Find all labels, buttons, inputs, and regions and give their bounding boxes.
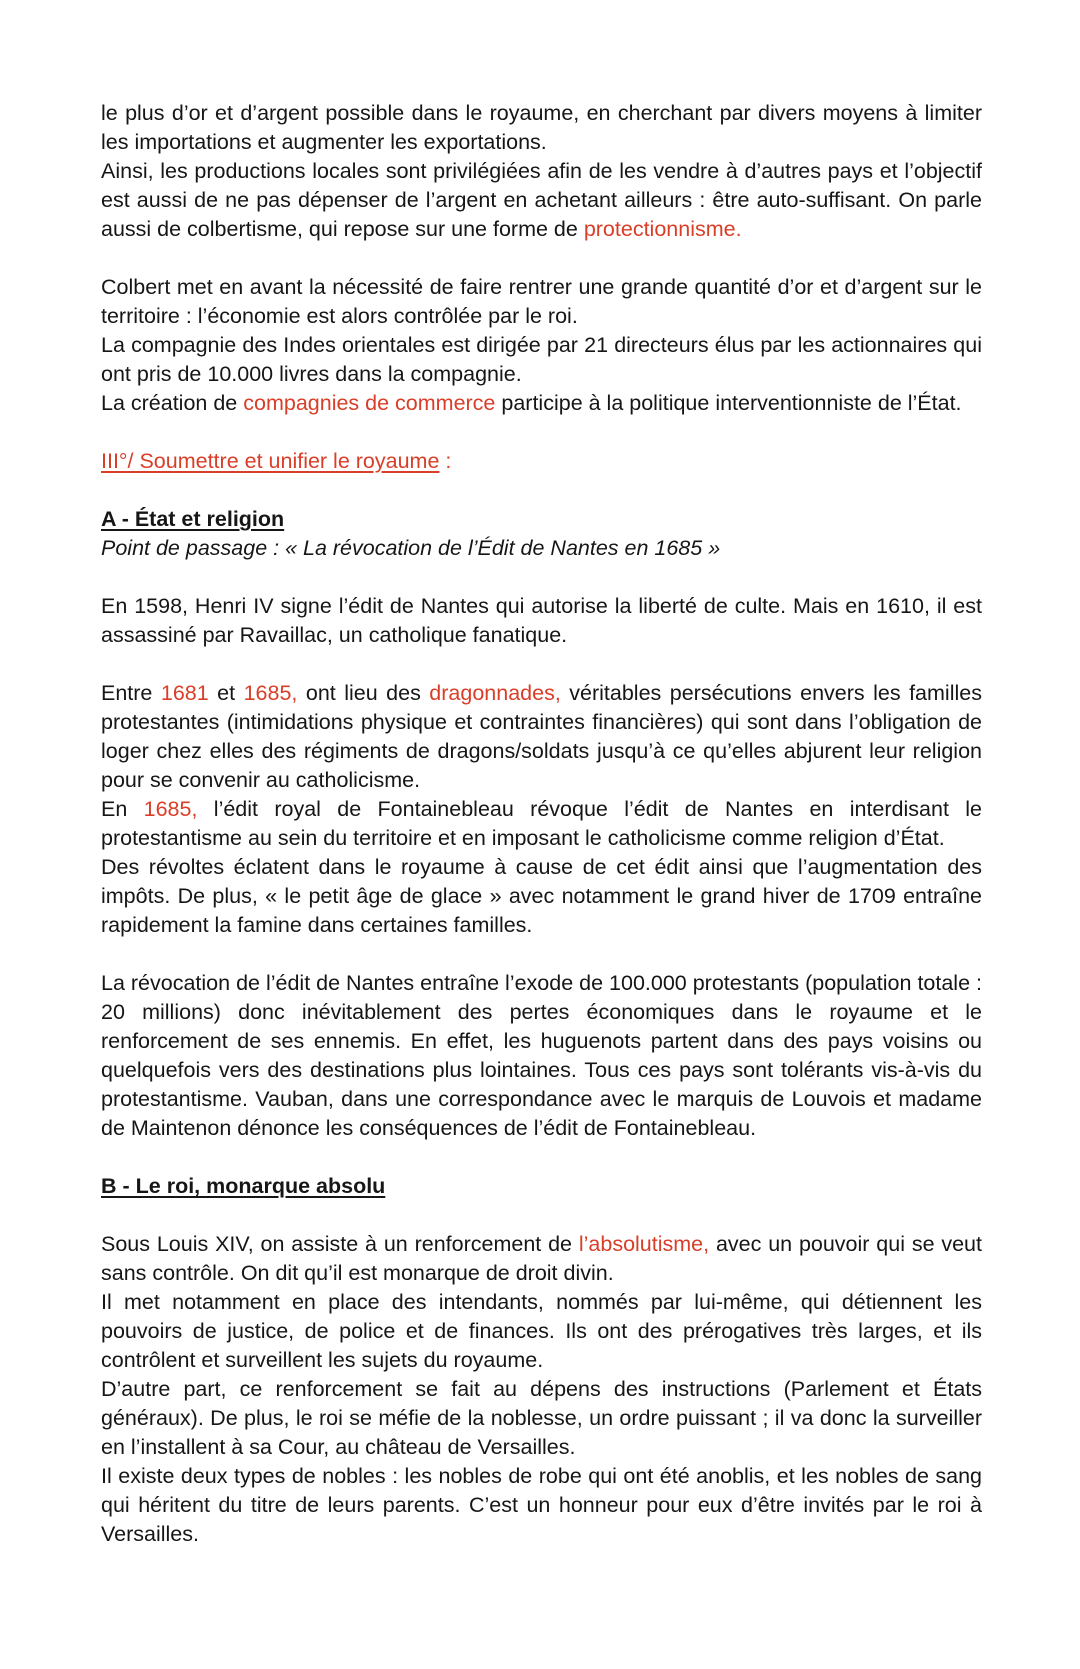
text-run: véritables persécutions envers les familles protestantes (intimidations physique et contraintes financières) qui sont dans l’obligation de loger chez elles des régiments de dragons/soldats jusqu’à ce qu’elles abjurent leur religion pour se convenir au catholicisme. [101, 681, 982, 792]
sub-heading [101, 1172, 982, 1201]
text-run: B - Le roi, monarque absolu [101, 1174, 386, 1198]
text-run: Sous Louis XIV, on assiste à un renforcement de [101, 1232, 579, 1256]
text-run: Il met notamment en place des intendants, nommés par lui-même, qui détiennent les pouvoirs de justice, de police et de finances. Ils ont des prérogatives très larges, et ils contrôlent et surveillent les sujets du royaume. [101, 1290, 982, 1372]
body-paragraph [101, 389, 982, 418]
highlighted-term: 1685, [143, 797, 198, 821]
body-paragraph [101, 679, 982, 795]
text-run: Des révoltes éclatent dans le royaume à cause de cet édit ainsi que l’augmentation des impôts. De plus, « le petit âge de glace » avec notamment le grand hiver de 1709 entraîne rapidement la famine dans certaines familles. [101, 855, 982, 937]
body-paragraph [101, 1230, 982, 1288]
text-run: La révocation de l’édit de Nantes entraîne l’exode de 100.000 protestants (population totale : 20 millions) donc inévitablement des pertes économiques dans le royaume et le renforcement de ses ennemis. En effet, les huguenots partent dans des pays voisins ou quelquefois vers des destinations plus lointaines. Tous ces pays sont tolérants vis-à-vis du protestantisme. Vauban, dans une correspondance avec le marquis de Louvois et madame de Maintenon dénonce les conséquences de l’édit de Fontainebleau. [101, 971, 982, 1140]
text-run: participe à la politique interventionniste de l’État. [495, 391, 962, 415]
body-paragraph [101, 157, 982, 244]
text-run: le plus d’or et d’argent possible dans le royaume, en cherchant par divers moyens à limiter les importations et augmenter les exportations. [101, 101, 982, 154]
text-run: En [101, 797, 144, 821]
body-paragraph [101, 1462, 982, 1549]
highlighted-term: protectionnisme. [583, 217, 742, 241]
body-paragraph [101, 969, 982, 1143]
highlighted-term: III°/ Soumettre et unifier le royaume [101, 449, 440, 473]
highlighted-term: 1685, [243, 681, 298, 705]
body-paragraph [101, 1375, 982, 1462]
text-run: Entre [101, 681, 161, 705]
highlighted-term: : [439, 449, 452, 473]
text-run: En 1598, Henri IV signe l’édit de Nantes qui autorise la liberté de culte. Mais en 1610, il est assassiné par Ravaillac, un catholique fanatique. [101, 594, 982, 647]
text-run: La compagnie des Indes orientales est dirigée par 21 directeurs élus par les actionnaires qui ont pris de 10.000 livres dans la compagnie. [101, 333, 982, 386]
blank-line [101, 563, 982, 592]
text-run: Colbert met en avant la nécessité de faire rentrer une grande quantité d’or et d’argent sur le territoire : l’économie est alors contrôlée par le roi. [101, 275, 982, 328]
text-run: Il existe deux types de nobles : les nobles de robe qui ont été anoblis, et les nobles de sang qui héritent du titre de leurs parents. C’est un honneur pour eux d’être invités par le roi à Versailles. [101, 1464, 982, 1546]
highlighted-term: l’absolutisme, [578, 1232, 710, 1256]
document-content [101, 99, 982, 1549]
blank-line [101, 940, 982, 969]
sub-heading [101, 505, 982, 534]
text-run: D’autre part, ce renforcement se fait au dépens des instructions (Parlement et États généraux). De plus, le roi se méfie de la noblesse, un ordre puissant ; il va donc la surveiller en l’installent à sa Cour, au château de Versailles. [101, 1377, 982, 1459]
text-run: A - État et religion [101, 507, 285, 531]
text-run: l’édit royal de Fontainebleau révoque l’édit de Nantes en interdisant le protestantisme au sein du territoire et en imposant le catholicisme comme religion d’État. [101, 797, 982, 850]
blank-line [101, 650, 982, 679]
body-paragraph [101, 592, 982, 650]
text-run: Point de passage : « La révocation de l’Édit de Nantes en 1685 » [101, 536, 721, 560]
body-paragraph [101, 273, 982, 331]
blank-line [101, 1143, 982, 1172]
highlighted-term: 1681 [160, 681, 209, 705]
body-paragraph [101, 795, 982, 853]
blank-line [101, 1201, 982, 1230]
body-paragraph [101, 99, 982, 157]
text-run: Ainsi, les productions locales sont privilégiées afin de les vendre à d’autres pays et l’objectif est aussi de ne pas dépenser de l’argent en achetant ailleurs : être auto-suffisant. On parle aussi de colbertisme, qui repose sur une forme de [101, 159, 982, 241]
text-run: ont lieu des [297, 681, 430, 705]
body-paragraph [101, 1288, 982, 1375]
body-paragraph [101, 853, 982, 940]
point-de-passage-line [101, 534, 982, 563]
blank-line [101, 418, 982, 447]
highlighted-term: compagnies de commerce [243, 391, 496, 415]
text-run: avec un pouvoir qui se veut sans contrôle. On dit qu’il est monarque de droit divin. [101, 1232, 982, 1285]
blank-line [101, 244, 982, 273]
highlighted-term: dragonnades, [429, 681, 561, 705]
text-run: et [208, 681, 244, 705]
body-paragraph [101, 331, 982, 389]
text-run: La création de [101, 391, 244, 415]
section-heading [101, 447, 982, 476]
blank-line [101, 476, 982, 505]
